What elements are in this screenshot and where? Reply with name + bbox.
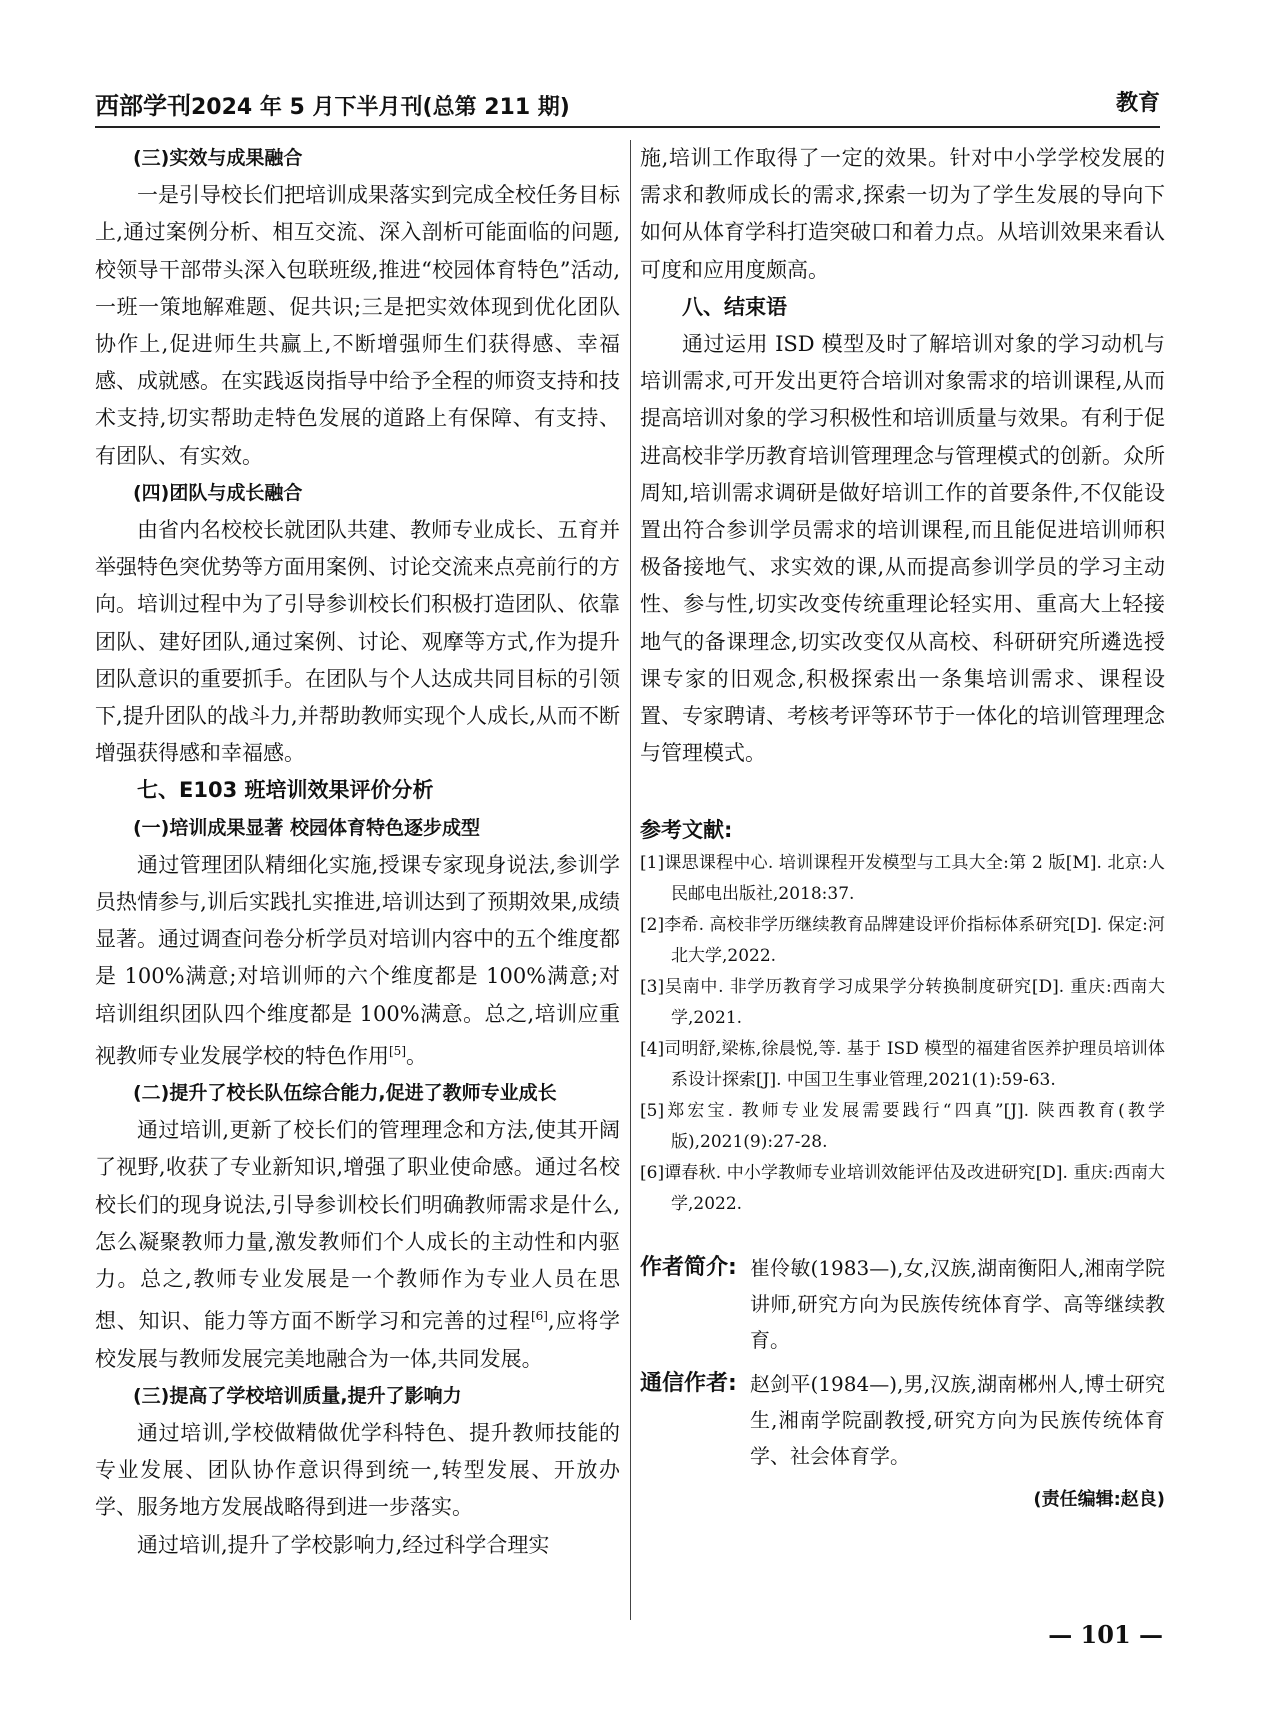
journal-title: [95, 86, 570, 121]
paragraph: [95, 1112, 620, 1377]
reference-item: [2]李希. 高校非学历继续教育品牌建设评价指标体系研究[D]. 保定:河北大学,2022.: [640, 915, 1165, 967]
reference-item: [6]谭春秋. 中小学教师专业培训效能评估及改进研究[D]. 重庆:西南大学,2022.: [640, 1163, 1165, 1215]
reference-item: [3]吴南中. 非学历教育学习成果学分转换制度研究[D]. 重庆:西南大学,2021.: [640, 977, 1165, 1029]
paragraph-text: 通过培训,更新了校长们的管理理念和方法,使其开阔了视野,收获了专业新知识,增强了职业使命感。通过名校校长们的现身说法,引导参训校长们明确教师需求是什么,怎么凝聚教师力量,激发教师们个人成长的主动性和内驱力。总之,教师专业发展是一个教师作为专业人员在思想、知识、能力等方面不断学习和完善的过程: [95, 1118, 620, 1334]
corresponding-text: 赵剑平(1984—),男,汉族,湖南郴州人,博士研究生,湘南学院副教授,研究方向为民族传统体育学、社会体育学。: [750, 1372, 1165, 1469]
citation-5: [5]: [389, 1043, 406, 1058]
responsible-editor: (责任编辑:赵良): [1033, 1489, 1165, 1511]
paragraph-end: ,应将学校发展与教师发展完美地融合为一体,共同发展。: [95, 1309, 621, 1371]
section-heading-seven: 七、E103 班培训效果评价分析: [137, 778, 434, 803]
heading-results: (一)培训成果显著 校园体育特色逐步成型: [133, 816, 480, 839]
references-list: [640, 848, 1165, 1220]
paragraph-end: 。: [406, 1043, 427, 1068]
right-column: [640, 140, 1165, 1518]
paragraph: 通过培训,提升了学校影响力,经过科学合理实: [137, 1532, 550, 1557]
left-column: [95, 140, 620, 1564]
paragraph: [95, 847, 620, 1075]
paragraph: 一是引导校长们把培训成果落实到完成全校任务目标上,通过案例分析、相互交流、深入剖析可能面临的问题,校领导干部带头深入包联班级,推进“校园体育特色”活动,一班一策地解难题、促共识;三是把实效体现到优化团队协作上,促进师生共赢上,不断增强师生们获得感、幸福感、成就感。在实践返岗指导中给予全程的师资支持和技术支持,切实帮助走特色发展的道路上有保障、有支持、有团队、有实效。: [95, 183, 620, 468]
author-bio: [640, 1250, 1165, 1358]
references-title: 参考文献:: [640, 818, 733, 843]
section-name: 教育: [1115, 91, 1160, 116]
paragraph-text: 通过管理团队精细化实施,授课专家现身说法,参训学员热情参与,训后实践扎实推进,培训达到了预期效果,成绩显著。通过调查问卷分析学员对培训内容中的五个维度都是 100%满意;对培训师的六个维度都是 100%满意;对培训组织团队四个维度都是 100%满意。总之,培训应重视教师专业发展学校的特色作用: [95, 852, 620, 1068]
page-number: — 101 —: [1048, 1620, 1163, 1649]
author-info: [640, 1250, 1165, 1518]
corresponding-author: [640, 1366, 1165, 1474]
heading-team-growth: (四)团队与成长融合: [133, 481, 303, 504]
paragraph-continued: 施,培训工作取得了一定的效果。针对中小学学校发展的需求和教师成长的需求,探索一切为了学生发展的导向下如何从体育学科打造突破口和着力点。从培训效果来看认可度和应用度颇高。: [640, 146, 1165, 282]
author-label: 作者简介:: [640, 1255, 737, 1281]
heading-effectiveness: (三)实效与成果融合: [133, 147, 303, 169]
issue-info: 2024 年 5 月下半月刊(总第 211 期): [191, 95, 570, 120]
paragraph: 由省内名校校长就团队共建、教师专业成长、五育并举强特色突优势等方面用案例、讨论交流来点亮前行的方向。培训过程中为了引导参训校长们积极打造团队、依靠团队、建好团队,通过案例、讨论、观摩等方式,作为提升团队意识的重要抓手。在团队与个人达成共同目标的引领下,提升团队的战斗力,并帮助教师实现个人成长,从而不断增强获得感和幸福感。: [95, 518, 620, 766]
reference-item: [1]课思课程中心. 培训课程开发模型与工具大全:第 2 版[M]. 北京:人民邮电出版社,2018:37.: [640, 853, 1165, 905]
reference-item: [5]郑宏宝. 教师专业发展需要践行“四真”[J]. 陕西教育(教学版),2021(9):27-28.: [640, 1101, 1165, 1153]
running-header: [95, 86, 1160, 126]
reference-item: [4]司明舒,梁栋,徐晨悦,等. 基于 ISD 模型的福建省医养护理员培训体系设计探索[J]. 中国卫生事业管理,2021(1):59-63.: [640, 1039, 1165, 1091]
journal-name: 西部学刊: [95, 91, 191, 120]
citation-6: [6]: [530, 1309, 548, 1324]
corresponding-label: 通信作者:: [640, 1371, 737, 1397]
header-rule: [95, 126, 1160, 128]
paragraph-conclusion: 通过运用 ISD 模型及时了解培训对象的学习动机与培训需求,可开发出更符合培训对象需求的培训课程,从而提高培训对象的学习积极性和培训质量与效果。有利于促进高校非学历教育培训管理理念与管理模式的创新。众所周知,培训需求调研是做好培训工作的首要条件,不仅能设置出符合参训学员需求的培训课程,而且能促进培训师积极备接地气、求实效的课,从而提高参训学员的学习主动性、参与性,切实改变传统重理论轻实用、重高大上轻接地气的备课理念,切实改变仅从高校、科研研究所遴选授课专家的旧观念,积极探索出一条集培训需求、课程设置、专家聘请、考核考评等环节于一体化的培训管理理念与管理模式。: [640, 332, 1165, 766]
heading-quality: (三)提高了学校培训质量,提升了影响力: [133, 1384, 462, 1407]
paragraph: 通过培训,学校做精做优学科特色、提升教师技能的专业发展、团队协作意识得到统一,转型发展、开放办学、服务地方发展战略得到进一步落实。: [95, 1420, 620, 1520]
heading-principals: (二)提升了校长队伍综合能力,促进了教师专业成长: [133, 1082, 557, 1105]
column-divider: [630, 140, 631, 1620]
author-text: 崔伶敏(1983—),女,汉族,湖南衡阳人,湘南学院讲师,研究方向为民族传统体育学、高等继续教育。: [750, 1256, 1165, 1353]
section-heading-eight: 八、结束语: [682, 294, 787, 319]
